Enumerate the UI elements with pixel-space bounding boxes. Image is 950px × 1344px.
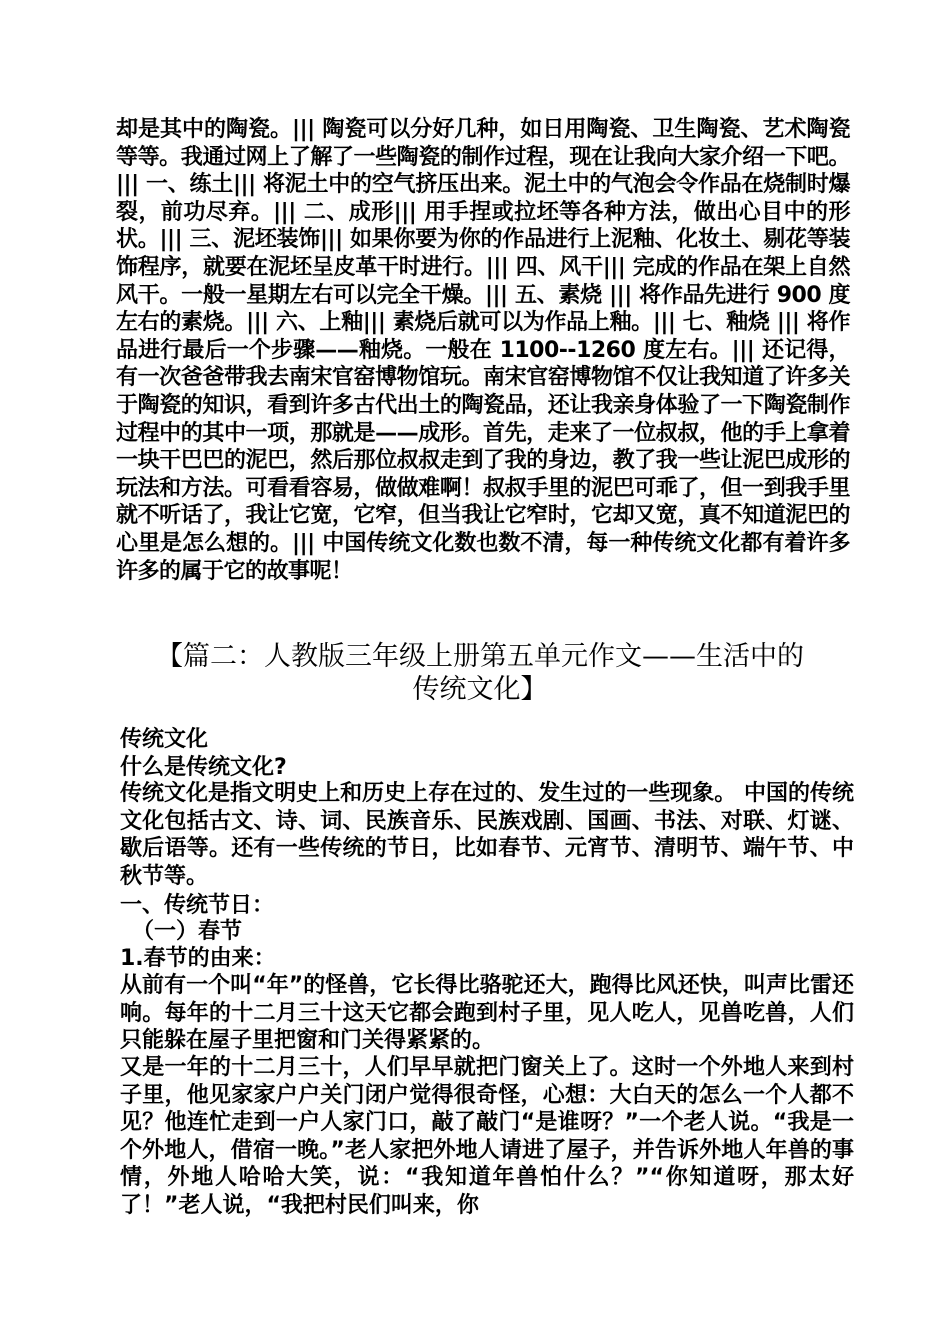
section-title-line-1: 【篇二：人教版三年级上册第五单元作文——生活中的 bbox=[156, 641, 804, 672]
essay-paragraph-pottery: 却是其中的陶瓷。||| 陶瓷可以分好几种，如日用陶瓷、卫生陶瓷、艺术陶瓷等等。我通过网上了解了一些陶瓷的制作过程，现在让我向大家介绍一下吧。||| 一、练土||| 将泥土中的空气挤压出来。泥土中的气泡会令作品在烧制时爆裂，前功尽弃。||| 二、成形||| 用手捏或拉坯等各种方法，做出心目中的形状。||| 三、泥坯装饰||| 如果你要为你的作品进行上泥釉、化妆土、剔花等装饰程序，就要在泥坯呈皮革干时进行。||| 四、风干||| 完成的作品在架上自然风干。一般一星期左右可以完全干燥。||| 五、素烧 ||| 将作品先进行 900 度左右的素烧。||| 六、上釉||| 素烧后就可以为作品上釉。||| 七、釉烧 ||| 将作品进行最后一个步骤——釉烧。一般在 1100--1260 度左右。||| 还记得，有一次爸爸带我去南宋官窑博物馆玩。南宋官窑博物馆不仅让我知道了许多关于陶瓷的知识，看到许多古代出土的陶瓷品，还让我亲身体验了一下陶瓷制作过程中的其中一项，那就是——成形。首先，走来了一位叔叔，他的手上拿着一块干巴巴的泥巴，然后那位叔叔走到了我的身边，教了我一些让泥巴成形的玩法和方法。可看看容易，做做难啊！叔叔手里的泥巴可乖了，但一到我手里就不听话了，我让它宽，它窄，但当我让它窄时，它却又宽，真不知道泥巴的心里是怎么想的。||| 中国传统文化数也数不清，每一种传统文化都有着许多许多的属于它的故事呢！ bbox=[116, 117, 850, 584]
paragraph-stranger-story: 又是一年的十二月三十，人们早早就把门窗关上了。这时一个外地人来到村子里，他见家家户户关门闭户觉得很奇怪，心想：大白天的怎么一个人都不见？他连忙走到一户人家门口，敲了敲门“是谁呀？”一个老人说。“我是一个外地人，借宿一晚。”老人家把外地人请进了屋子，并告诉外地人年兽的事情，外地人哈哈大笑，说：“我知道年兽怕什么？”“你知道呀，那太好了！”老人说，“我把村民们叫来，你 bbox=[120, 1055, 854, 1218]
item-origin-of-spring-festival: 1.春节的由来： bbox=[120, 946, 276, 971]
subsection-spring-festival: （一）春节 bbox=[132, 919, 243, 944]
section-title-line-2: 传统文化】 bbox=[412, 674, 548, 705]
paragraph-definition: 传统文化是指文明史上和历史上存在过的、发生过的一些现象。 中国的传统文化包括古文、诗、词、民族音乐、民族戏剧、国画、书法、对联、灯谜、歇后语等。还有一些传统的节日，比如春节、元宵节、清明节、端午节、中秋节等。 bbox=[120, 781, 854, 889]
section-title bbox=[110, 640, 850, 706]
question-what-is-traditional-culture: 什么是传统文化? bbox=[120, 755, 287, 780]
section-traditional-festivals: 一、传统节日： bbox=[120, 893, 275, 918]
paragraph-nian-monster: 从前有一个叫“年”的怪兽，它长得比骆驼还大，跑得比风还快，叫声比雷还响。每年的十二月三十这天它都会跑到村子里，见人吃人，见兽吃兽，人们只能躲在屋子里把窗和门关得紧紧的。 bbox=[120, 973, 854, 1054]
heading-traditional-culture: 传统文化 bbox=[120, 727, 209, 752]
